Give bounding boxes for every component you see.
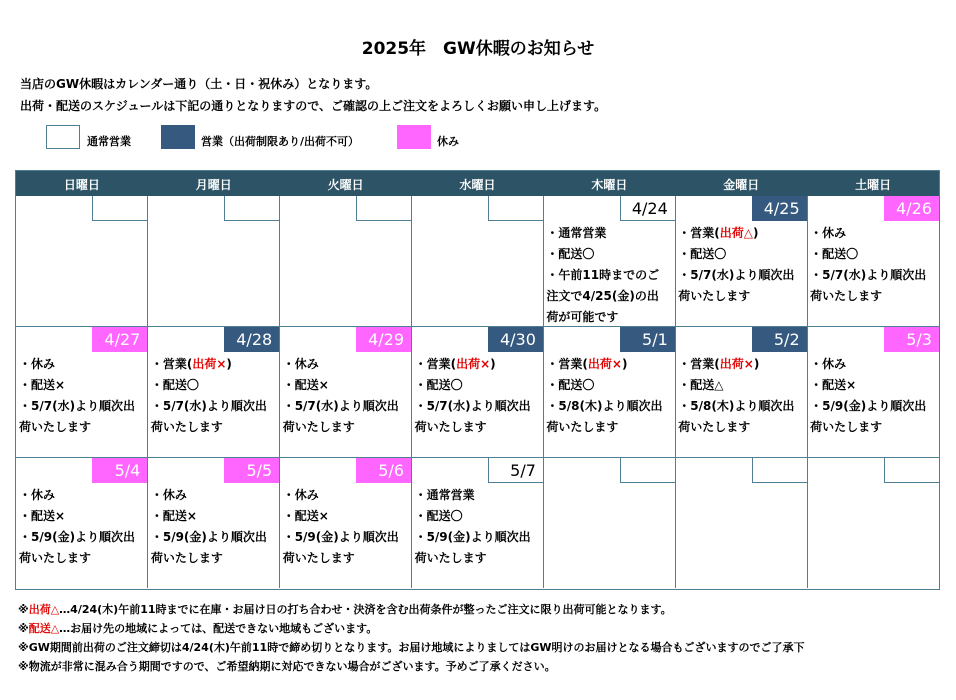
detail-text: ・休み xyxy=(810,357,847,371)
detail-text: ・5/8(木)より順次出 xyxy=(678,399,795,413)
detail-text: ・配送× xyxy=(19,378,66,392)
calendar-cell xyxy=(16,196,148,327)
intro-line-1: 当店のGW休暇はカレンダー通り（土・日・祝休み）となります。 xyxy=(20,77,378,91)
detail-text: ・通常営業 xyxy=(546,226,607,240)
detail-text: ・5/9(金)より順次出 xyxy=(282,530,399,544)
intro-line-2: 出荷・配送のスケジュールは下記の通りとなりますので、ご確認の上ご注文をよろしくお願い申し上げます。 xyxy=(20,99,607,113)
weekday-2: 火曜日 xyxy=(327,178,364,192)
detail-text: ・配送× xyxy=(282,378,329,392)
cell-details xyxy=(151,354,277,438)
detail-text: 荷いたします xyxy=(19,420,92,434)
detail-text: ・配送〇 xyxy=(810,247,859,261)
detail-text: ・休み xyxy=(19,357,56,371)
date-label xyxy=(92,196,147,221)
calendar-cell xyxy=(16,327,148,458)
detail-text: 荷いたします xyxy=(282,420,355,434)
date-label xyxy=(356,196,411,221)
detail-line xyxy=(546,375,672,396)
detail-line xyxy=(415,396,541,417)
detail-text: ) xyxy=(490,357,496,371)
detail-line xyxy=(546,396,672,417)
calendar-cell xyxy=(16,458,148,588)
date-label xyxy=(224,196,279,221)
detail-line xyxy=(546,286,672,307)
date-label: 5/2 xyxy=(752,327,807,352)
detail-line xyxy=(283,485,409,506)
calendar-cell xyxy=(807,458,939,588)
detail-line xyxy=(283,354,409,375)
detail-text: ) xyxy=(621,357,628,371)
date-label: 5/4 xyxy=(92,458,147,483)
detail-text: 荷いたします xyxy=(678,289,751,303)
detail-text: 荷いたします xyxy=(414,551,487,565)
calendar-cell xyxy=(148,196,280,327)
calendar-cell xyxy=(148,458,280,588)
cell-details xyxy=(678,223,804,307)
detail-text: 荷いたします xyxy=(150,420,223,434)
detail-text: ) xyxy=(753,226,759,240)
date-label xyxy=(620,458,675,483)
detail-line xyxy=(283,548,409,569)
detail-text: ・配送〇 xyxy=(414,378,463,392)
cell-details xyxy=(19,485,145,569)
date-label: 4/26 xyxy=(884,196,939,221)
detail-line xyxy=(151,485,277,506)
detail-line xyxy=(283,417,409,438)
detail-text: ・5/9(金)より順次出 xyxy=(810,399,927,413)
detail-text: ・休み xyxy=(810,226,847,240)
detail-line xyxy=(415,506,541,527)
detail-line xyxy=(415,375,541,396)
date-label: 4/27 xyxy=(92,327,147,352)
detail-line xyxy=(678,265,804,286)
detail-text: 荷が可能です xyxy=(546,310,619,324)
date-label xyxy=(884,458,939,483)
detail-line xyxy=(810,417,936,438)
detail-line xyxy=(546,354,672,375)
detail-line xyxy=(810,286,936,307)
detail-line xyxy=(283,527,409,548)
detail-line xyxy=(678,396,804,417)
detail-text: ・5/7(水)より順次出 xyxy=(414,399,531,413)
cell-details xyxy=(415,485,541,569)
cell-details xyxy=(810,354,936,438)
detail-line xyxy=(283,396,409,417)
detail-line xyxy=(810,375,936,396)
cell-details xyxy=(151,485,277,569)
weekday-6: 土曜日 xyxy=(855,178,892,192)
note-text: …お届け先の地域によっては、配送できない地域もございます。 xyxy=(59,622,378,635)
date-label: 5/7 xyxy=(488,458,543,483)
detail-line xyxy=(151,506,277,527)
detail-line xyxy=(415,485,541,506)
detail-line xyxy=(19,485,145,506)
detail-text: ・5/8(木)より順次出 xyxy=(546,399,663,413)
cell-details xyxy=(678,354,804,438)
detail-line xyxy=(151,354,277,375)
cell-details xyxy=(546,223,672,328)
note-highlight: 配送△ xyxy=(28,622,60,635)
detail-text: ・5/7(水)より順次出 xyxy=(282,399,399,413)
detail-text: ・配送〇 xyxy=(546,378,595,392)
weekday-1: 月曜日 xyxy=(195,178,232,192)
detail-text: ・5/9(金)より順次出 xyxy=(414,530,531,544)
detail-text: 荷いたします xyxy=(810,289,883,303)
detail-line xyxy=(678,417,804,438)
detail-line xyxy=(151,396,277,417)
detail-line xyxy=(151,527,277,548)
date-label: 5/6 xyxy=(356,458,411,483)
detail-text: 荷いたします xyxy=(546,420,619,434)
legend-limited-label: 営業（出荷制限あり/出荷不可） xyxy=(201,135,360,148)
calendar-cell xyxy=(675,196,807,327)
notes xyxy=(18,600,804,676)
detail-line xyxy=(19,354,145,375)
status-highlight: 出荷× xyxy=(719,357,754,371)
detail-text: ・配送〇 xyxy=(678,247,727,261)
detail-text: ・休み xyxy=(282,357,319,371)
detail-text: ・配送〇 xyxy=(546,247,595,261)
legend-open-swatch xyxy=(46,125,80,149)
detail-text: ) xyxy=(753,357,760,371)
weekday-4: 木曜日 xyxy=(591,178,628,192)
detail-line xyxy=(810,265,936,286)
date-label: 5/5 xyxy=(224,458,279,483)
detail-line xyxy=(151,375,277,396)
detail-text: ・午前11時までのご xyxy=(546,268,660,282)
detail-text: ・配送× xyxy=(150,509,197,523)
date-label: 4/28 xyxy=(224,327,279,352)
note-text: ※GW期間前出荷のご注文締切は4/24(木)午前11時で締め切りとなります。お届け地域によりましてはGW明けのお届けとなる場合もございますのでご了承下 xyxy=(18,641,805,654)
calendar-cell xyxy=(675,327,807,458)
cell-details xyxy=(810,223,936,307)
legend-closed-swatch xyxy=(397,125,431,149)
detail-text: 注文で4/25(金)の出 xyxy=(546,289,659,303)
detail-text: ・営業( xyxy=(150,357,193,371)
detail-text: ・配送△ xyxy=(678,378,724,392)
note-highlight: 出荷△ xyxy=(28,603,60,616)
detail-line xyxy=(19,527,145,548)
detail-line xyxy=(810,223,936,244)
calendar-cell xyxy=(543,327,675,458)
detail-line xyxy=(546,244,672,265)
legend-open-label: 通常営業 xyxy=(87,135,131,148)
detail-text: 荷いたします xyxy=(282,551,355,565)
legend-limited-swatch xyxy=(161,125,195,149)
date-label: 4/25 xyxy=(752,196,807,221)
calendar-cell xyxy=(280,196,412,327)
note-text: …4/24(木)午前11時までに在庫・お届け日の打ち合わせ・決済を含む出荷条件が整ったご注文に限り出荷可能となります。 xyxy=(59,603,672,616)
detail-text: ・配送× xyxy=(282,509,329,523)
note-text: ※ xyxy=(18,603,29,616)
detail-text: ・営業( xyxy=(414,357,457,371)
detail-line xyxy=(678,223,804,244)
detail-text: ・5/9(金)より順次出 xyxy=(150,530,267,544)
detail-text: ・休み xyxy=(150,488,187,502)
cell-details xyxy=(283,354,409,438)
detail-line xyxy=(810,244,936,265)
detail-text: ・配送× xyxy=(810,378,857,392)
calendar-cell xyxy=(543,196,675,327)
note-line xyxy=(18,619,804,638)
calendar-cell xyxy=(543,458,675,588)
status-highlight: 出荷× xyxy=(456,357,491,371)
detail-line xyxy=(151,417,277,438)
detail-line xyxy=(678,375,804,396)
detail-line xyxy=(546,307,672,328)
date-label: 5/1 xyxy=(620,327,675,352)
calendar-cell xyxy=(280,327,412,458)
gw-calendar xyxy=(15,170,940,590)
detail-line xyxy=(415,354,541,375)
weekday-3: 水曜日 xyxy=(459,178,496,192)
date-label: 4/29 xyxy=(356,327,411,352)
detail-line xyxy=(415,417,541,438)
calendar-cell xyxy=(412,458,544,588)
detail-line xyxy=(678,286,804,307)
note-text: ※ xyxy=(18,622,29,635)
detail-line xyxy=(19,548,145,569)
detail-text: ・営業( xyxy=(546,357,588,371)
detail-text: 荷いたします xyxy=(810,420,883,434)
detail-line xyxy=(415,527,541,548)
date-label: 4/30 xyxy=(488,327,543,352)
cell-details xyxy=(546,354,672,438)
detail-text: ・5/7(水)より順次出 xyxy=(19,399,136,413)
calendar-cell xyxy=(675,458,807,588)
date-label: 5/3 xyxy=(884,327,939,352)
detail-line xyxy=(678,244,804,265)
detail-line xyxy=(19,396,145,417)
calendar-cell xyxy=(412,327,544,458)
weekday-0: 日曜日 xyxy=(63,178,100,192)
cell-details xyxy=(19,354,145,438)
detail-line xyxy=(546,417,672,438)
detail-text: ・営業( xyxy=(678,226,720,240)
cell-details xyxy=(415,354,541,438)
detail-line xyxy=(546,223,672,244)
note-line xyxy=(18,600,804,619)
detail-text: ) xyxy=(226,357,232,371)
date-label: 4/24 xyxy=(620,196,675,221)
detail-text: 荷いたします xyxy=(414,420,487,434)
weekday-header xyxy=(16,171,939,196)
detail-text: ・配送〇 xyxy=(150,378,199,392)
detail-line xyxy=(19,506,145,527)
detail-line xyxy=(415,548,541,569)
detail-line xyxy=(283,506,409,527)
weekday-5: 金曜日 xyxy=(723,178,760,192)
status-highlight: 出荷× xyxy=(587,357,622,371)
detail-text: ・休み xyxy=(282,488,319,502)
status-highlight: 出荷× xyxy=(192,357,227,371)
date-label xyxy=(488,196,543,221)
detail-line xyxy=(151,548,277,569)
status-highlight: 出荷△ xyxy=(719,226,754,240)
detail-text: ・5/7(水)より順次出 xyxy=(810,268,927,282)
detail-text: ・5/7(水)より順次出 xyxy=(678,268,795,282)
detail-text: ・配送〇 xyxy=(414,509,463,523)
detail-text: ・配送× xyxy=(19,509,66,523)
calendar-cell xyxy=(807,327,939,458)
cell-details xyxy=(283,485,409,569)
note-line xyxy=(18,638,804,657)
detail-line xyxy=(678,354,804,375)
detail-line xyxy=(283,375,409,396)
detail-line xyxy=(810,396,936,417)
detail-text: ・5/9(金)より順次出 xyxy=(19,530,136,544)
detail-text: 荷いたします xyxy=(150,551,223,565)
detail-text: ・休み xyxy=(19,488,56,502)
date-label xyxy=(752,458,807,483)
detail-text: 荷いたします xyxy=(678,420,751,434)
detail-line xyxy=(810,354,936,375)
detail-text: 荷いたします xyxy=(19,551,92,565)
detail-line xyxy=(19,375,145,396)
calendar-cell xyxy=(807,196,939,327)
calendar-cell xyxy=(280,458,412,588)
page-title: 2025年 GW休暇のお知らせ xyxy=(361,39,595,59)
detail-line xyxy=(19,417,145,438)
detail-text: ・通常営業 xyxy=(414,488,475,502)
calendar-cell xyxy=(148,327,280,458)
note-line xyxy=(18,657,804,676)
detail-text: ・5/7(水)より順次出 xyxy=(150,399,267,413)
detail-line xyxy=(546,265,672,286)
note-text: ※物流が非常に混み合う期間ですので、ご希望納期に対応できない場合がございます。予めご了承ください。 xyxy=(18,660,556,673)
detail-text: ・営業( xyxy=(678,357,720,371)
calendar-cell xyxy=(412,196,544,327)
legend-closed-label: 休み xyxy=(437,135,459,148)
